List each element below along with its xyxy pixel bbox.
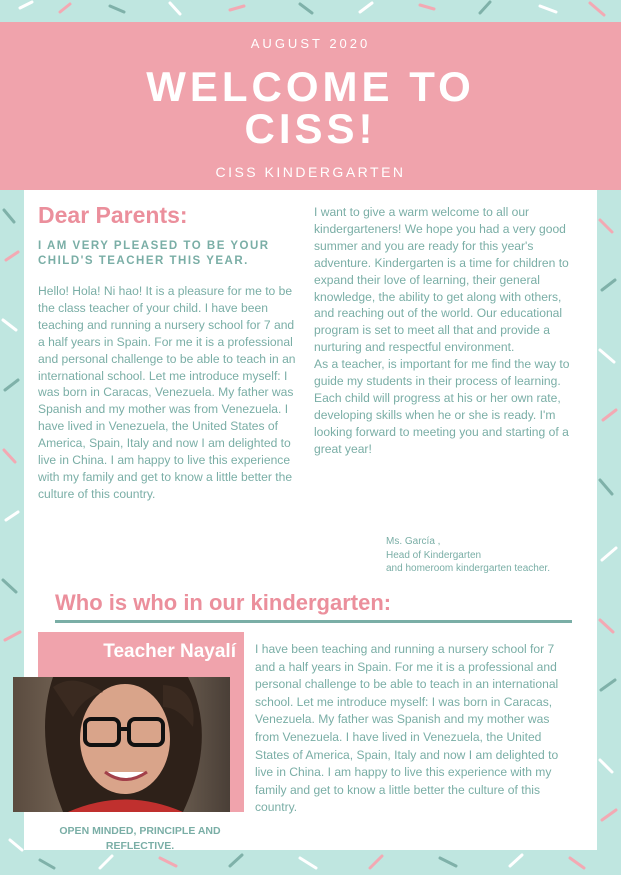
letter-column-1: Hello! Hola! Ni hao! It is a pleasure for me to be the class teacher of your child. I have been teaching and running a nursery school for 7 and a half years in Spain. For me it is a professional and personal challenge to be able to teach in an international school. Let me introduce myself: I was born in Caracas, Venezuela. My father was Spanish and my mother was from Venezuela. I have lived in Venezuela, the United States of America, Spain, Italy and now I am delighted to live in China. I am happy to live this experience with my family and get to know a little better the culture of this country.: [38, 284, 296, 501]
teacher-name: Teacher Nayalí: [103, 641, 236, 662]
greeting-heading: Dear Parents:: [38, 202, 188, 228]
teacher-traits: OPEN MINDED, PRINCIPLE AND REFLECTIVE.: [59, 825, 221, 852]
page-subtitle: CISS KINDERGARTEN: [215, 164, 406, 180]
section-divider: [55, 620, 572, 623]
letter-column-2: I want to give a warm welcome to all our kindergarteners! We hope you had a very good summer and you are ready for this year's adventure. Kindergarten is a time for children to expand their love of learning, their general knowledge, the ability to get along with others, and reaching out of the world. Our educational program is set to meet all that and provide a nurturing and respectful environment. As a teacher, is important for me find the way to guide my students in their process of learning. Each child will progress at his or her own rate, developing skills when he or she is ready. I'm looking forward to meeting you and starting of a great year!: [314, 205, 570, 456]
signature: Ms. García , Head of Kindergarten and homeroom kindergarten teacher.: [386, 536, 550, 574]
section-heading: Who is who in our kindergarten:: [55, 590, 392, 615]
page-title: [0, 63, 621, 152]
issue-date: AUGUST 2020: [250, 36, 371, 51]
header-banner: [0, 22, 621, 190]
title-line-1: WELCOME TO: [146, 63, 475, 110]
teacher-photo: [13, 677, 230, 812]
intro-text: I AM VERY PLEASED TO BE YOUR CHILD'S TEACHER THIS YEAR.: [38, 240, 270, 267]
teacher-bio: I have been teaching and running a nursery school for 7 and a half years in Spain. For me it is a professional and personal challenge to be able to teach in an international school. Let me introduce myself: I was born in Caracas, Venezuela. My father was Spanish and my mother was from Venezuela. I have lived in Venezuela, the United States of America, Spain, Italy and now I am delighted to live in China. I am happy to live this experience with my family and get to know a little better the culture of this country.: [255, 642, 559, 815]
title-line-2: CISS!: [244, 105, 377, 152]
